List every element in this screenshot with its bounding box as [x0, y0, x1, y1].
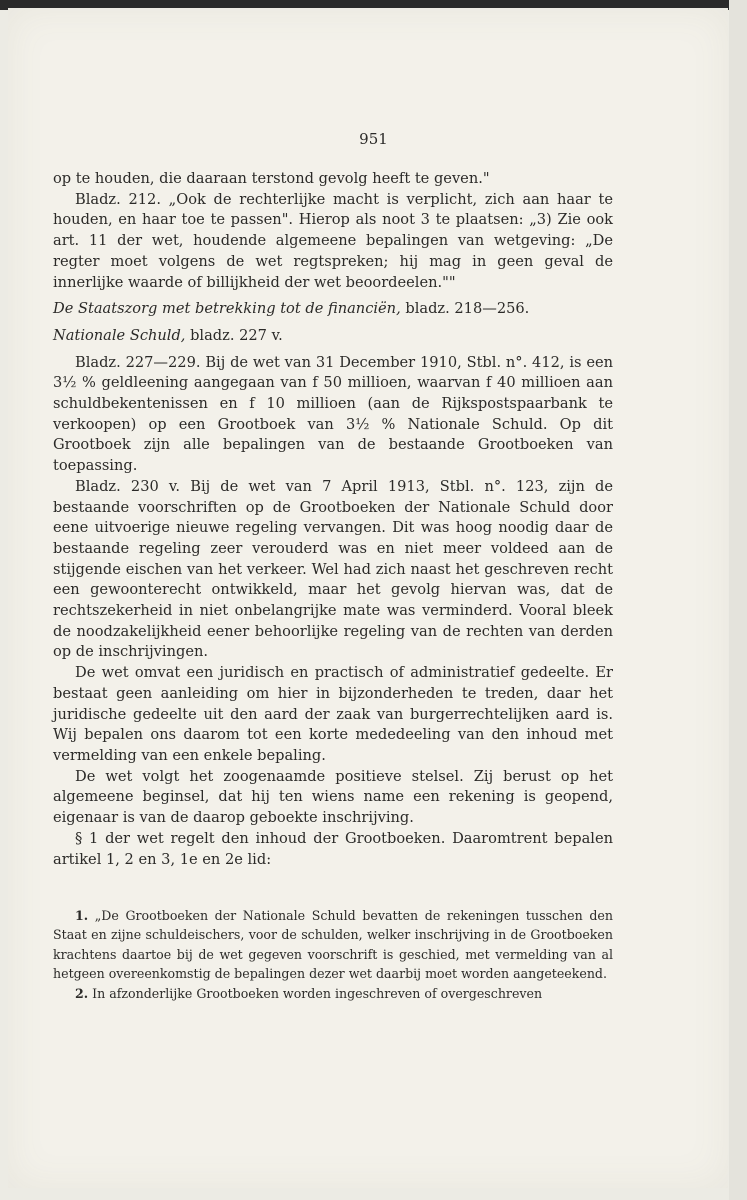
paragraph-6: De wet volgt het zoogenaamde positieve stelsel. Zij berust op het algemeene beginsel, dat hij ten wiens name een rekening is geopend, eigenaar is van de daarop geboekte inschrijving.	[53, 767, 613, 827]
quote-number: 1.	[75, 908, 89, 923]
paragraph-4: Bladz. 230 v. Bij de wet van 7 April 1913, Stbl. n°. 123, zijn de bestaande voorschriften op de Grootboeken der Nationale Schuld door eene uitvoerige nieuwe regeling vervangen. Dit was hoog noodig daar de bestaande regeling zeer verouderd was en niet meer voldeed aan de stijgende eischen van het verkeer. Wel had zich naast het geschreven recht een gewoonterecht ontwikkeld, maar het gevolg hiervan was, dat de rechtszekerheid in niet onbelangrijke mate was verminderd. Vooral bleek de noodzakelijkheid eener behoorlijke regeling van de rechten van derden op de inschrijvingen.	[53, 477, 613, 661]
paragraph-7: § 1 der wet regelt den inhoud der Grootboeken. Daaromtrent bepalen artikel 1, 2 en 3, 1e en 2e lid:	[53, 829, 613, 868]
page-number: 951	[359, 130, 388, 148]
paragraph-2: Bladz. 212. „Ook de rechterlijke macht is verplicht, zich aan haar te houden, en haar toe te passen". Hierop als noot 3 te plaatsen: „3) Zie ook art. 11 der wet, houdende algemeene bepalingen van wetgeving: „De regter moet volgens de wet regtspreken; hij mag in geen geval de innerlijke waarde of billijkheid der wet beoordeelen.""	[53, 190, 613, 291]
reference-title: De Staatszorg met betrekking tot de financiën,	[53, 300, 401, 318]
quote-item	[53, 984, 613, 1003]
quoted-articles	[53, 906, 613, 1003]
quote-number: 2.	[75, 985, 89, 1001]
quote-item	[53, 906, 613, 984]
reference-pages: bladz. 227 v.	[185, 326, 283, 344]
reference-title: Nationale Schuld,	[53, 326, 186, 344]
paragraph-1: op te houden, die daaraan terstond gevolg heeft te geven."	[53, 170, 490, 187]
body-text	[53, 169, 613, 870]
reference-pages: bladz. 218—256.	[400, 300, 530, 318]
paragraph-3: Bladz. 227—229. Bij de wet van 31 December 1910, Stbl. n°. 412, is een 3½ % geldleening aangegaan van f 50 millioen, waarvan f 40 millioen aan schuldbekentenissen en f 10 millioen (aan de Rijkspostspaarbank te verkoopen) op een Grootboek van 3½ % Nationale Schuld. Op dit Grootboek zijn alle bepalingen van de bestaande Grootboeken van toepassing.	[53, 353, 613, 475]
quote-text: In afzonderlijke Grootboeken worden ingeschreven of overgeschreven	[88, 985, 543, 1001]
reference-nationale-schuld	[53, 326, 613, 347]
right-edge	[729, 0, 747, 1200]
quote-text: „De Grootboeken der Nationale Schuld bevatten de rekeningen tusschen den Staat en zijne schuldeischers, voor de schulden, welker inschrijving in de Grootboeken krachtens daartoe bij de wet gegeven voorschrift is geschied, met vermelding van al hetgeen overeenkomstig de bepalingen dezer wet daarbij moet worden aangeteekend.	[53, 908, 613, 982]
paragraph-5: De wet omvat een juridisch en practisch of administratief gedeelte. Er bestaat geen aanleiding om hier in bijzonderheden te treden, daar het juridische gedeelte uit den aard der zaak van burgerrechtelijken aard is. Wij bepalen ons daarom tot een korte mededeeling van den inhoud met vermelding van een enkele bepaling.	[53, 664, 613, 764]
reference-staatszorg	[53, 299, 613, 320]
